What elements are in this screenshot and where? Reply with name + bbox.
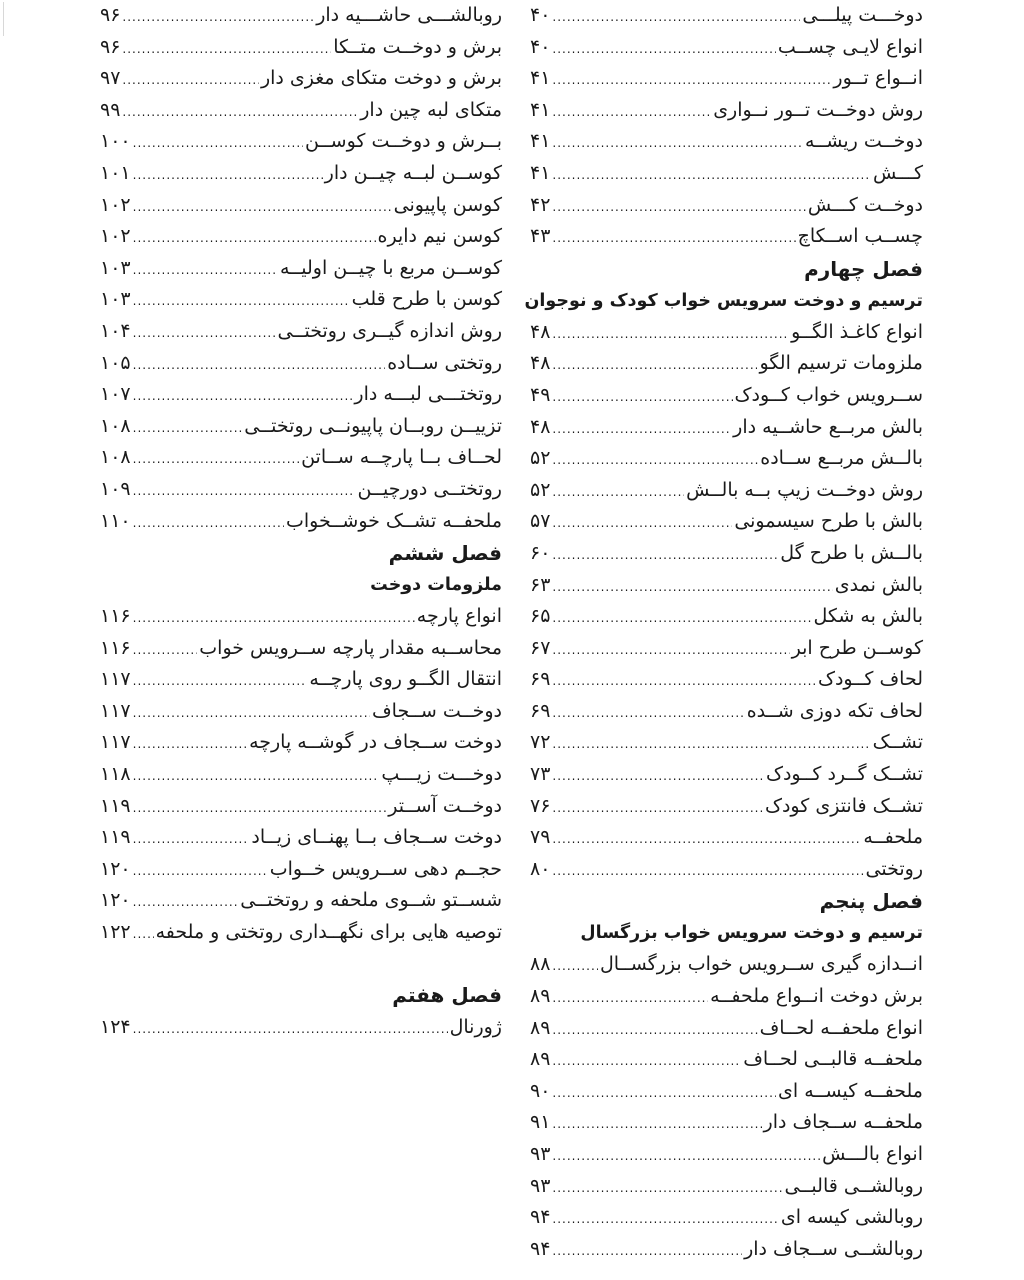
dot-leader: [552, 698, 744, 730]
dot-leader: [552, 635, 789, 667]
toc-entry: [100, 95, 502, 127]
toc-entry-title: تشــک گــرد کــودک: [765, 763, 923, 786]
toc-entry-page-number: ۱۱۷: [100, 731, 131, 754]
dot-leader: [552, 97, 711, 129]
toc-entry-page-number: ۴۸: [530, 352, 551, 375]
toc-entry-page-number: ۱۰۸: [100, 414, 131, 437]
toc-column-right: [524, 0, 923, 1265]
toc-entry: [100, 822, 502, 854]
spacer: [100, 949, 502, 979]
toc-entry-title: انواع پارچه: [416, 605, 502, 628]
toc-entry-page-number: ۱۲۰: [100, 857, 131, 880]
toc-entry-page-number: ۷۲: [530, 731, 551, 754]
dot-leader: [133, 444, 299, 476]
toc-entry-page-number: ۱۰۰: [100, 130, 131, 153]
page-edge-mark: [3, 2, 4, 36]
toc-entry: [100, 284, 502, 316]
dot-leader: [552, 382, 732, 414]
toc-entry: [530, 1202, 923, 1234]
dot-leader: [552, 1141, 820, 1173]
toc-entry-title: کوســن طرح ابر: [791, 636, 923, 659]
toc-entry-title: روبالشــی ســجاف دار: [744, 1237, 923, 1260]
toc-entry-page-number: ۹۷: [100, 67, 121, 90]
toc-entry-title: بالش مربــع حاشــیه دار: [733, 415, 923, 438]
toc-entry: [100, 727, 502, 759]
dot-leader: [552, 1204, 778, 1236]
toc-entry-page-number: ۱۰۸: [100, 446, 131, 469]
toc-entry: [100, 32, 502, 64]
toc-entry: [530, 1044, 923, 1076]
toc-entry-page-number: ۱۰۲: [100, 193, 131, 216]
toc-entry-title: کوسن پاپیونی: [393, 193, 502, 216]
dot-leader: [133, 729, 247, 761]
dot-leader: [122, 97, 358, 129]
toc-entry: [100, 885, 502, 917]
toc-entry-title: روش دوخــت زیپ بــه بالــش: [686, 478, 923, 501]
chapter4-heading: فصل چهارم: [804, 256, 923, 281]
toc-entry: [530, 158, 923, 190]
dot-leader: [552, 572, 832, 604]
toc-entry-page-number: ۴۰: [530, 4, 551, 26]
toc-entry-title: ملحفــه قالبــی لحــاف: [743, 1048, 923, 1071]
dot-leader: [552, 1078, 776, 1110]
toc-entry-page-number: ۹۱: [530, 1111, 551, 1134]
toc-entry-page-number: ۹۴: [530, 1206, 551, 1229]
toc-entry-page-number: ۴۱: [530, 130, 551, 153]
toc-entry-title: کوسن نیم دایره: [377, 225, 502, 248]
toc-entry-title: روش دوخــت تــور نــواری: [713, 98, 923, 121]
dot-leader: [552, 350, 757, 382]
dot-leader: [552, 128, 803, 160]
toc-entry-page-number: ۱۲۴: [100, 1015, 131, 1038]
dot-leader: [552, 666, 816, 698]
dot-leader: [133, 192, 392, 224]
toc-entry-title: دوخــت ســجاف: [371, 699, 502, 722]
toc-entry-title: کوســن لبــه چیــن دار: [324, 161, 502, 184]
toc-entry-title: کوسن با طرح قلب: [351, 288, 502, 311]
toc-entry-title: روش اندازه گیــری روتختــی: [277, 319, 502, 342]
toc-entry: [100, 253, 502, 285]
toc-entry: [530, 221, 923, 253]
dot-leader: [552, 2, 800, 34]
toc-entry-page-number: ۴۹: [530, 383, 551, 406]
toc-entry-page-number: ۶۳: [530, 573, 551, 596]
toc-entry: [100, 474, 502, 506]
toc-entry: [100, 442, 502, 474]
dot-leader: [133, 223, 376, 255]
toc-entry-title: ملحفــه ســجاف دار: [763, 1111, 923, 1134]
toc-entry-page-number: ۹۶: [100, 35, 121, 58]
toc-entry-title: توصیه هایی برای نگهــداری روتختی و ملحفه: [155, 921, 502, 944]
toc-entry-page-number: ۱۱۶: [100, 636, 131, 659]
toc-entry-page-number: ۸۰: [530, 857, 551, 880]
toc-column-left: [100, 0, 502, 1043]
toc-entry: [530, 1234, 923, 1266]
dot-leader: [133, 603, 415, 635]
dot-leader: [133, 761, 380, 793]
toc-entry-title: دوخـــت پیلـــی: [802, 4, 923, 26]
toc-entry-title: ملحفــه: [863, 826, 923, 849]
toc-entry-title: برش دوخت انــواع ملحفــه: [710, 985, 923, 1008]
toc-entry-page-number: ۴۱: [530, 67, 551, 90]
toc-entry-title: لحاف کــودک: [817, 668, 923, 691]
toc-entry-title: ملحفــه تشــک خوشــخواب: [286, 509, 502, 532]
toc-entry-title: روبالشی کیسه ای: [780, 1206, 923, 1229]
toc-entry: [530, 1139, 923, 1171]
dot-leader: [133, 887, 239, 919]
dot-leader: [552, 34, 775, 66]
toc-entry-page-number: ۴۸: [530, 320, 551, 343]
toc-entry-title: متکای لبه چین دار: [360, 98, 502, 121]
dot-leader: [552, 319, 789, 351]
toc-entry: [530, 95, 923, 127]
toc-entry-title: لحاف تکه دوزی شــده: [746, 699, 923, 722]
toc-entry-title: روتختـــی لبـــه دار: [354, 383, 502, 406]
chapter6-entry-list: [100, 601, 502, 949]
toc-entry-page-number: ۶۷: [530, 636, 551, 659]
toc-entry-page-number: ۴۱: [530, 161, 551, 184]
dot-leader: [552, 793, 763, 825]
toc-entry-page-number: ۹۶: [100, 4, 121, 26]
toc-entry: [530, 664, 923, 696]
toc-entry-title: ســرویس خواب کــودک: [734, 383, 923, 406]
dot-leader: [552, 983, 708, 1015]
toc-entry-page-number: ۴۱: [530, 98, 551, 121]
dot-leader: [552, 508, 732, 540]
dot-leader: [133, 666, 308, 698]
toc-entry: [530, 981, 923, 1013]
dot-leader: [133, 1014, 448, 1046]
toc-entry-title: انــواع تــور: [833, 67, 923, 90]
dot-leader: [552, 65, 831, 97]
toc-entry-title: دوخــت ریشــه: [805, 130, 923, 153]
dot-leader: [133, 286, 350, 318]
dot-leader: [133, 824, 250, 856]
toc-entry-page-number: ۱۰۳: [100, 256, 131, 279]
toc-entry: [100, 854, 502, 886]
toc-entry-page-number: ۱۰۱: [100, 161, 131, 184]
toc-entry: [530, 1171, 923, 1203]
toc-entry: [100, 633, 502, 665]
toc-entry-title: دوخت ســجاف در گوشــه پارچه: [249, 731, 502, 754]
toc-entry-title: روتختی ســاده: [387, 351, 502, 374]
toc-entry-page-number: ۴۰: [530, 35, 551, 58]
toc-entry: [530, 475, 923, 507]
toc-entry-page-number: ۱۱۸: [100, 763, 131, 786]
toc-entry-title: انــدازه گیری ســرویس خواب بزرگســال: [600, 953, 923, 976]
toc-entry: [100, 1012, 502, 1044]
toc-entry: [530, 696, 923, 728]
dot-leader: [133, 793, 387, 825]
chapter7-entry-list: [100, 1012, 502, 1044]
toc-entry-page-number: ۹۳: [530, 1174, 551, 1197]
toc-entry-page-number: ۱۱۷: [100, 699, 131, 722]
toc-entry: [530, 506, 923, 538]
dot-leader: [552, 540, 778, 572]
toc-entry-page-number: ۵۲: [530, 478, 551, 501]
toc-entry-page-number: ۹۴: [530, 1237, 551, 1260]
toc-entry-title: دوخــت آســتر: [388, 794, 502, 817]
toc-entry-page-number: ۷۹: [530, 826, 551, 849]
toc-entry: [530, 1107, 923, 1139]
dot-leader: [552, 1046, 741, 1078]
toc-entry-title: تزییــن روبــان پاپیونــی روتختــی: [244, 414, 502, 437]
toc-entry: [530, 759, 923, 791]
toc-entry-title: انواع ملحفــه لحــاف: [759, 1016, 923, 1039]
toc-entry: [530, 1013, 923, 1045]
toc-entry: [530, 633, 923, 665]
toc-entry-title: روبالشـــی حاشـــیه دار: [316, 4, 502, 26]
toc-entry-title: دوخــت کـــش: [807, 193, 923, 216]
toc-entry-title: بــرش و دوخــت کوســن: [305, 130, 502, 153]
toc-entry-title: بالش نمدی: [834, 573, 923, 596]
toc-entry-title: ژورنال: [449, 1015, 502, 1038]
toc-entry-page-number: ۶۰: [530, 541, 551, 564]
dot-leader: [552, 603, 811, 635]
toc-entry: [530, 1076, 923, 1108]
dot-leader: [122, 65, 259, 97]
dot-leader: [133, 476, 356, 508]
dot-leader: [133, 318, 276, 350]
chapter5-tail-list: [100, 0, 502, 537]
toc-entry: [100, 0, 502, 32]
toc-entry-page-number: ۱۰۹: [100, 477, 131, 500]
toc-entry-page-number: ۸۹: [530, 985, 551, 1008]
toc-entry-title: ملحفــه کیســه ای: [778, 1079, 923, 1102]
toc-entry: [530, 348, 923, 380]
toc-entry-page-number: ۷۶: [530, 794, 551, 817]
toc-entry: [100, 601, 502, 633]
toc-entry: [100, 759, 502, 791]
dot-leader: [552, 445, 758, 477]
toc-entry-title: تشــک: [872, 731, 923, 754]
toc-entry-title: انتقال الگــو روی پارچــه: [309, 668, 502, 691]
chapter5-heading: فصل پنجم: [819, 889, 923, 914]
dot-leader: [552, 223, 795, 255]
dot-leader: [552, 729, 870, 761]
toc-entry-title: بالش به شکل: [813, 605, 923, 628]
toc-entry-title: برش و دوخت متکای مغزی دار: [260, 67, 502, 90]
toc-entry: [530, 854, 923, 886]
toc-entry: [100, 411, 502, 443]
toc-entry-page-number: ۶۵: [530, 605, 551, 628]
toc-entry-title: تشــک فانتزی کودک: [764, 794, 923, 817]
dot-leader: [133, 381, 353, 413]
toc-entry-page-number: ۵۲: [530, 447, 551, 470]
toc-entry-title: لحــاف بــا پارچــه ســاتن: [301, 446, 502, 469]
toc-entry-page-number: ۱۰۵: [100, 351, 131, 374]
toc-entry-title: چســب اســکاچ: [797, 225, 923, 248]
chapter6-subtitle: ملزومات دوخت: [370, 575, 502, 596]
dot-leader: [133, 255, 278, 287]
dot-leader: [552, 1173, 782, 1205]
toc-entry: [530, 190, 923, 222]
toc-entry-page-number: ۱۱۶: [100, 605, 131, 628]
toc-entry: [530, 380, 923, 412]
toc-entry-title: کوســن مربع با چیــن اولیــه: [279, 256, 502, 279]
toc-entry-title: ملزومات ترسیم الگو: [759, 352, 923, 375]
dot-leader: [552, 414, 731, 446]
toc-entry: [100, 190, 502, 222]
toc-entry-title: روبالشــی قالبــی: [784, 1174, 923, 1197]
dot-leader: [552, 1109, 761, 1141]
toc-entry-page-number: ۴۳: [530, 225, 551, 248]
toc-entry-title: روتختی: [865, 857, 923, 880]
toc-entry: [530, 63, 923, 95]
toc-entry-title: شســتو شــوی ملحفه و روتختــی: [240, 889, 502, 912]
toc-entry-page-number: ۸۹: [530, 1048, 551, 1071]
toc-entry-page-number: ۱۱۰: [100, 509, 131, 532]
dot-leader: [133, 856, 268, 888]
dot-leader: [552, 477, 684, 509]
toc-entry: [100, 696, 502, 728]
toc-entry: [530, 949, 923, 981]
toc-entry-title: بالــش مربــع ســاده: [760, 447, 923, 470]
toc-entry: [530, 570, 923, 602]
dot-leader: [552, 951, 598, 983]
chapter5-entry-list: [530, 949, 923, 1265]
dot-leader: [133, 698, 370, 730]
toc-entry: [530, 0, 923, 32]
dot-leader: [122, 2, 314, 34]
toc-entry-page-number: ۵۷: [530, 510, 551, 533]
toc-entry: [530, 727, 923, 759]
dot-leader: [133, 919, 154, 951]
toc-entry-title: حجــم دهی ســرویس خــواب: [269, 857, 502, 880]
toc-entry-page-number: ۹۹: [100, 98, 121, 121]
toc-entry-title: برش و دوخــت متــکا: [333, 35, 502, 58]
toc-entry-title: بالــش با طرح گل: [780, 541, 923, 564]
toc-entry: [100, 158, 502, 190]
dot-leader: [552, 1236, 742, 1268]
toc-entry-page-number: ۱۲۰: [100, 889, 131, 912]
toc-entry: [530, 601, 923, 633]
toc-entry: [530, 822, 923, 854]
dot-leader: [552, 824, 861, 856]
toc-entry-page-number: ۸۹: [530, 1016, 551, 1039]
chapter3-tail-list: [530, 0, 923, 253]
toc-entry-page-number: ۴۸: [530, 415, 551, 438]
dot-leader: [552, 856, 863, 888]
toc-entry: [100, 316, 502, 348]
toc-entry-title: انواع کاغـذ الگــو: [791, 320, 923, 343]
toc-entry: [100, 348, 502, 380]
toc-entry: [530, 32, 923, 64]
dot-leader: [133, 160, 323, 192]
dot-leader: [552, 761, 764, 793]
toc-entry-title: روتختــی دورچیــن: [357, 477, 502, 500]
toc-entry-page-number: ۱۱۹: [100, 794, 131, 817]
toc-entry: [530, 538, 923, 570]
chapter5-subtitle: ترسیم و دوخت سرویس خواب بزرگسال: [580, 923, 923, 944]
toc-entry: [100, 506, 502, 538]
toc-entry-title: دوخـــت زیـــپ: [381, 763, 502, 786]
chapter6-heading: فصل ششم: [388, 541, 502, 566]
toc-entry: [530, 791, 923, 823]
toc-entry: [100, 221, 502, 253]
toc-entry-page-number: ۱۲۲: [100, 921, 131, 944]
dot-leader: [552, 1015, 757, 1047]
toc-entry: [100, 791, 502, 823]
toc-entry-title: کـــش: [873, 161, 923, 184]
toc-entry: [100, 63, 502, 95]
toc-entry-page-number: ۱۰۷: [100, 383, 131, 406]
toc-entry: [530, 126, 923, 158]
toc-entry-title: محاســبه مقدار پارچه ســرویس خواب: [199, 636, 502, 659]
toc-entry: [530, 412, 923, 444]
toc-entry: [530, 317, 923, 349]
toc-entry: [100, 664, 502, 696]
toc-entry: [100, 379, 502, 411]
dot-leader: [133, 508, 284, 540]
toc-entry-title: انواع بالـــش: [822, 1143, 923, 1165]
toc-entry-page-number: ۹۰: [530, 1079, 551, 1102]
toc-entry-page-number: ۶۹: [530, 668, 551, 691]
toc-entry-title: بالش با طرح سیسمونی: [734, 510, 923, 533]
dot-leader: [133, 635, 198, 667]
toc-entry-page-number: ۷۳: [530, 763, 551, 786]
toc-entry-title: انواع لایـی چســب: [777, 35, 923, 58]
toc-entry: [100, 917, 502, 949]
toc-entry-title: دوخت ســجاف بــا پهنــای زیــاد: [251, 826, 502, 849]
toc-entry-page-number: ۱۰۳: [100, 288, 131, 311]
dot-leader: [122, 34, 331, 66]
dot-leader: [552, 192, 805, 224]
chapter7-heading: فصل هفتم: [392, 982, 502, 1007]
dot-leader: [552, 160, 871, 192]
dot-leader: [133, 128, 303, 160]
toc-entry: [100, 126, 502, 158]
toc-entry-page-number: ۱۰۲: [100, 225, 131, 248]
chapter4-entry-list: [530, 317, 923, 886]
toc-entry-page-number: ۱۰۴: [100, 319, 131, 342]
chapter4-subtitle: ترسیم و دوخت سرویس خواب کودک و نوجوان: [524, 290, 923, 311]
toc-entry-page-number: ۹۳: [530, 1143, 551, 1165]
toc-entry-page-number: ۴۲: [530, 193, 551, 216]
toc-entry-page-number: ۶۹: [530, 699, 551, 722]
toc-entry-page-number: ۱۱۹: [100, 826, 131, 849]
dot-leader: [133, 413, 243, 445]
toc-entry-page-number: ۸۸: [530, 953, 551, 976]
dot-leader: [133, 350, 386, 382]
toc-entry: [530, 443, 923, 475]
toc-entry-page-number: ۱۱۷: [100, 668, 131, 691]
